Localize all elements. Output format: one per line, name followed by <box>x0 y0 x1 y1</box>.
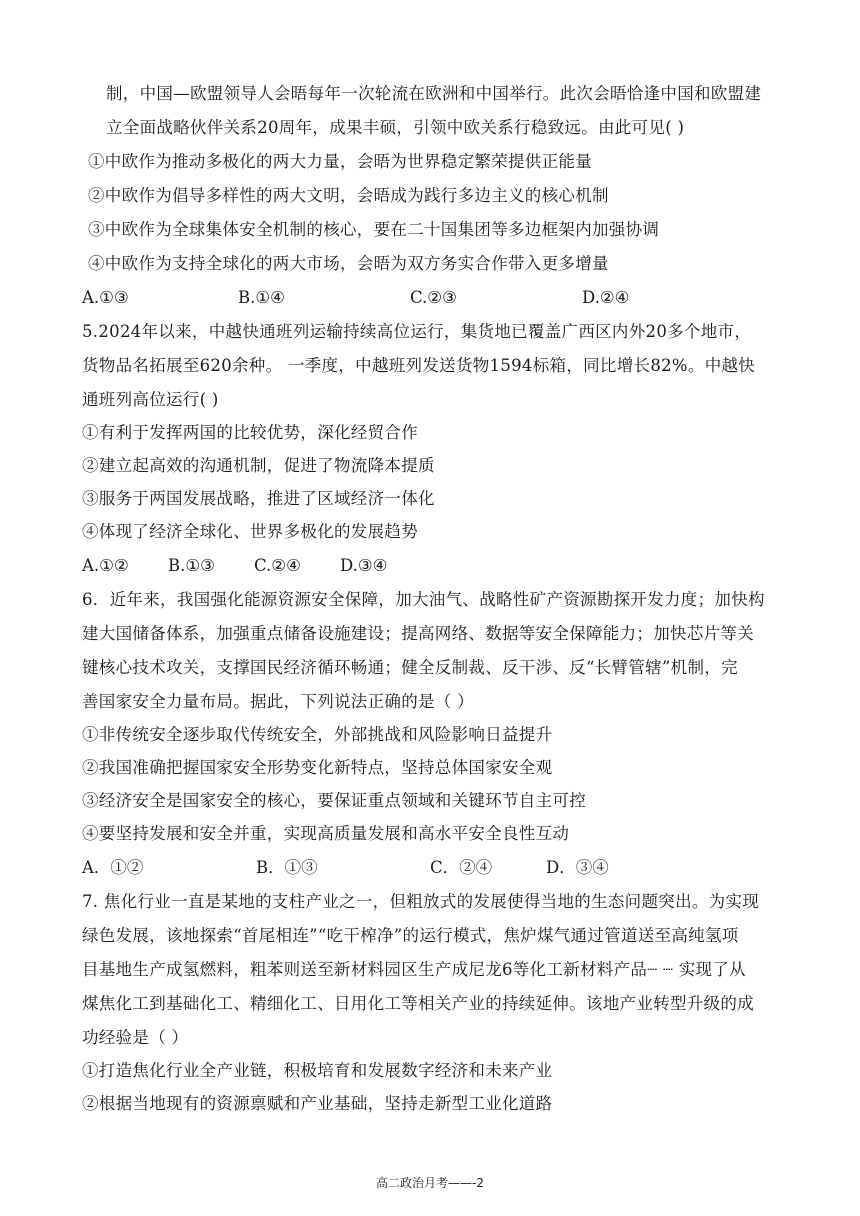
q6-item-3: ③经济安全是国家安全的核心，要保证重点领域和关键环节自主可控 <box>82 791 586 810</box>
q5-item-3: ③服务于两国发展战略，推进了区域经济一体化 <box>82 489 435 508</box>
q4-item-1: ①中欧作为推动多极化的两大力量，会晤为世界稳定繁荣提供正能量 <box>88 152 592 171</box>
q4-option-b: B.①④ <box>238 288 285 307</box>
q6-item-1: ①非传统安全逐步取代传统安全，外部挑战和风险影响日益提升 <box>82 725 553 744</box>
q4-option-c: C.②③ <box>410 288 457 307</box>
q5-item-4: ④体现了经济全球化、世界多极化的发展趋势 <box>82 522 418 541</box>
q5-stem-line-3: 通班列高位运行( ) <box>82 390 219 409</box>
q6-stem-line-3: 键核心技术攻关，支撑国民经济循环畅通；健全反制裁、反干涉、反“长臂管辖”机制，完 <box>82 658 738 677</box>
q5-item-1: ①有利于发挥两国的比较优势，深化经贸合作 <box>82 423 418 442</box>
q4-option-a: A.①③ <box>82 288 129 307</box>
q7-item-2: ②根据当地现有的资源禀赋和产业基础，坚持走新型工业化道路 <box>82 1094 553 1113</box>
q7-stem-line-5: 功经验是（ ） <box>82 1028 189 1047</box>
q6-item-4: ④要坚持发展和安全并重，实现高质量发展和高水平安全良性互动 <box>82 824 570 843</box>
q4-item-2: ②中欧作为倡导多样性的两大文明，会晤成为践行多边主义的核心机制 <box>88 186 609 205</box>
q7-item-1: ①打造焦化行业全产业链，积极培育和发展数字经济和未来产业 <box>82 1061 553 1080</box>
q7-stem-line-1: 7. 焦化行业一直是某地的支柱产业之一，但粗放式的发展使得当地的生态问题突出。为实现 <box>82 892 760 911</box>
q7-stem-line-4: 煤焦化工到基础化工、精细化工、日用化工等相关产业的持续延伸。该地产业转型升级的成 <box>82 994 754 1013</box>
q6-stem-line-1: 6．近年来，我国强化能源资源安全保障，加大油气、战略性矿产资源勘探开发力度；加快构 <box>82 590 765 609</box>
q6-option-a: A．①② <box>82 858 144 877</box>
q4-stem-line-1: 制，中国—欧盟领导人会晤每年一次轮流在欧洲和中国举行。此次会晤恰逢中国和欧盟建 <box>106 84 762 103</box>
page-footer: 高二政治月考——-2 <box>376 1176 484 1190</box>
q5-option-c: C.②④ <box>254 556 301 575</box>
q6-option-c: C．②④ <box>430 858 493 877</box>
q5-option-a: A.①② <box>82 556 129 575</box>
q5-option-d: D.③④ <box>340 556 388 575</box>
q7-stem-line-3: 目基地生产成氢燃料，粗苯则送至新材料园区生产成尼龙6等化工新材料产品┈ ┈ 实现了从 <box>82 960 746 979</box>
q4-stem-line-2: 立全面战略伙伴关系20周年，成果丰硕，引领中欧关系行稳致远。由此可见( ) <box>106 118 685 137</box>
q4-item-4: ④中欧作为支持全球化的两大市场，会晤为双方务实合作带入更多增量 <box>88 254 609 273</box>
q6-option-b: B．①③ <box>256 858 318 877</box>
q5-option-b: B.①③ <box>168 556 215 575</box>
q5-stem-line-1: 5.2024年以来，中越快通班列运输持续高位运行，集货地已覆盖广西区内外20多个地市， <box>82 322 752 341</box>
q7-stem-line-2: 绿色发展，该地探索“首尾相连”“吃干榨净”的运行模式，焦炉煤气通过管道送至高纯氢项 <box>82 926 739 945</box>
q4-option-d: D.②④ <box>582 288 630 307</box>
q4-item-3: ③中欧作为全球集体安全机制的核心，要在二十国集团等多边框架内加强协调 <box>88 220 660 239</box>
q5-item-2: ②建立起高效的沟通机制，促进了物流降本提质 <box>82 456 435 475</box>
q6-stem-line-4: 善国家安全力量布局。据此，下列说法正确的是（ ） <box>82 692 474 711</box>
q6-item-2: ②我国准确把握国家安全形势变化新特点，坚持总体国家安全观 <box>82 758 553 777</box>
q5-stem-line-2: 货物品名拓展至620余种。 一季度，中越班列发送货物1594标箱，同比增长82%。中越快 <box>82 356 756 375</box>
q6-stem-line-2: 建大国储备体系，加强重点储备设施建设；提高网络、数据等安全保障能力；加快芯片等关 <box>82 624 754 643</box>
q6-option-d: D．③④ <box>546 858 609 877</box>
